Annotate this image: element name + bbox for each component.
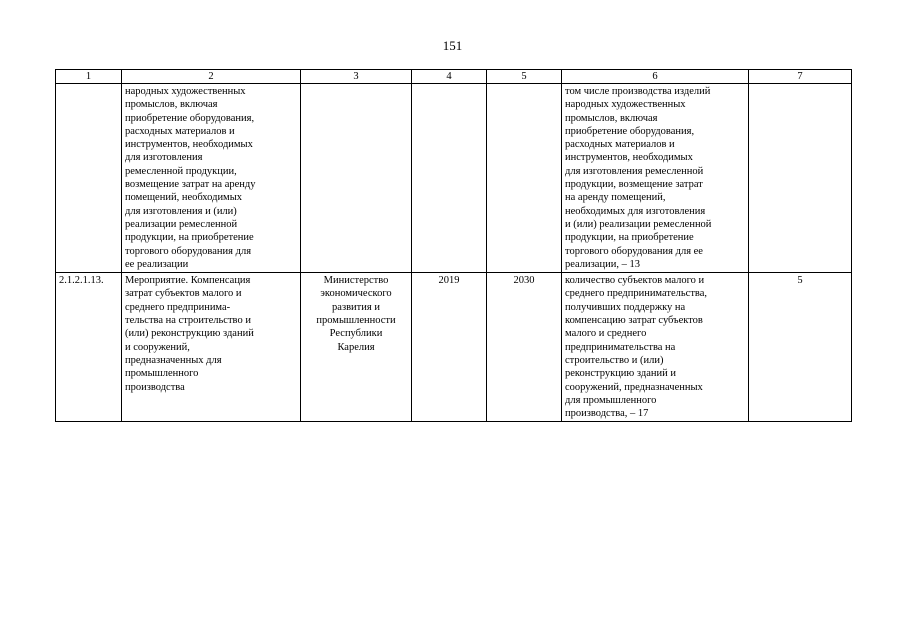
cell-text-line: для промышленного: [565, 394, 657, 406]
cell-text-line: народных художественных: [565, 99, 686, 111]
cell-text-line: расходных материалов и: [125, 125, 235, 137]
cell-text-line: среднего предпринимательства,: [565, 288, 708, 300]
cell-text-line: Республики: [329, 328, 383, 340]
cell-end-year: [487, 84, 562, 273]
cell-measure: [122, 273, 301, 422]
table-header-row: [56, 70, 852, 84]
cell-text-line: ее реализации: [125, 258, 189, 270]
cell-end-year: 2030: [487, 273, 562, 422]
cell-text-line: реализации, – 13: [565, 258, 640, 270]
cell-text-line: и (или) реализации ремесленной: [565, 218, 712, 230]
document-table: [55, 69, 852, 422]
cell-text-line: продукции, на приобретение: [125, 232, 254, 244]
cell-text-line: том числе производства изделий: [565, 86, 711, 97]
cell-text-line: Мероприятие. Компенсация: [125, 275, 251, 287]
cell-text-line: ремесленной продукции,: [125, 165, 237, 177]
cell-text-line: для изготовления: [125, 152, 203, 164]
cell-text-line: среднего предпринима-: [125, 301, 231, 313]
cell-text-line: развития и: [332, 301, 380, 313]
cell-executor: [301, 273, 412, 422]
cell-text-line: производства, – 17: [565, 408, 649, 420]
cell-measure: [122, 84, 301, 273]
cell-text-line: для изготовления и (или): [125, 205, 237, 217]
cell-number: [56, 84, 122, 273]
cell-text-line: продукции, на приобретение: [565, 232, 694, 244]
cell-text-line: инструментов, необходимых: [125, 139, 253, 151]
cell-text-line: сооружений, предназначенных: [565, 381, 703, 393]
cell-text-line: расходных материалов и: [565, 139, 675, 151]
cell-text-line: промыслов, включая: [565, 112, 658, 124]
cell-text-line: предпринимательства на: [565, 341, 676, 353]
cell-value: 5: [749, 273, 852, 422]
cell-text-line: производства: [125, 381, 185, 393]
cell-number: 2.1.2.1.13.: [56, 273, 122, 422]
cell-start-year: [412, 84, 487, 273]
cell-text-line: экономического: [320, 288, 392, 300]
column-header: 6: [562, 70, 749, 84]
cell-text-line: промышленности: [316, 315, 396, 327]
cell-text-line: количество субъектов малого и: [565, 275, 705, 287]
cell-text-line: получивших поддержку на: [565, 301, 686, 313]
table-row: [56, 273, 852, 422]
cell-text-line: народных художественных: [125, 86, 246, 97]
cell-text-line: для изготовления ремесленной: [565, 165, 704, 177]
cell-text-line: приобретение оборудования,: [565, 125, 695, 137]
cell-text-line: (или) реконструкцию зданий: [125, 328, 254, 340]
column-header: 3: [301, 70, 412, 84]
cell-indicator: [562, 273, 749, 422]
cell-text-line: малого и среднего: [565, 328, 647, 340]
table-row: [56, 84, 852, 273]
column-header: 2: [122, 70, 301, 84]
cell-text-line: промышленного: [125, 368, 199, 380]
column-header: 5: [487, 70, 562, 84]
cell-text-line: торгового оборудования для: [125, 245, 252, 257]
cell-text-line: затрат субъектов малого и: [125, 288, 242, 300]
column-header: 4: [412, 70, 487, 84]
cell-text-line: реконструкцию зданий и: [565, 368, 676, 380]
cell-start-year: 2019: [412, 273, 487, 422]
cell-text-line: на аренду помещений,: [565, 192, 666, 204]
cell-text-line: промыслов, включая: [125, 99, 218, 111]
page-number: 151: [442, 38, 463, 53]
cell-value: [749, 84, 852, 273]
cell-text-line: помещений, необходимых: [125, 192, 243, 204]
cell-text-line: и сооружений,: [125, 341, 190, 353]
cell-text-line: возмещение затрат на аренду: [125, 179, 256, 191]
cell-text-line: торгового оборудования для ее: [565, 245, 703, 257]
cell-text-line: необходимых для изготовления: [565, 205, 706, 217]
cell-text-line: Карелия: [337, 341, 375, 353]
cell-text-line: предназначенных для: [125, 354, 222, 366]
cell-text-line: строительство и (или): [565, 354, 664, 366]
column-header: 1: [56, 70, 122, 84]
cell-executor: [301, 84, 412, 273]
column-header: 7: [749, 70, 852, 84]
cell-text-line: приобретение оборудования,: [125, 112, 255, 124]
cell-text-line: Министерство: [323, 275, 389, 287]
cell-text-line: реализации ремесленной: [125, 218, 238, 230]
cell-text-line: инструментов, необходимых: [565, 152, 693, 164]
cell-text-line: компенсацию затрат субъектов: [565, 315, 703, 327]
cell-indicator: [562, 84, 749, 273]
cell-text-line: тельства на строительство и: [125, 315, 251, 327]
cell-text-line: продукции, возмещение затрат: [565, 179, 703, 191]
